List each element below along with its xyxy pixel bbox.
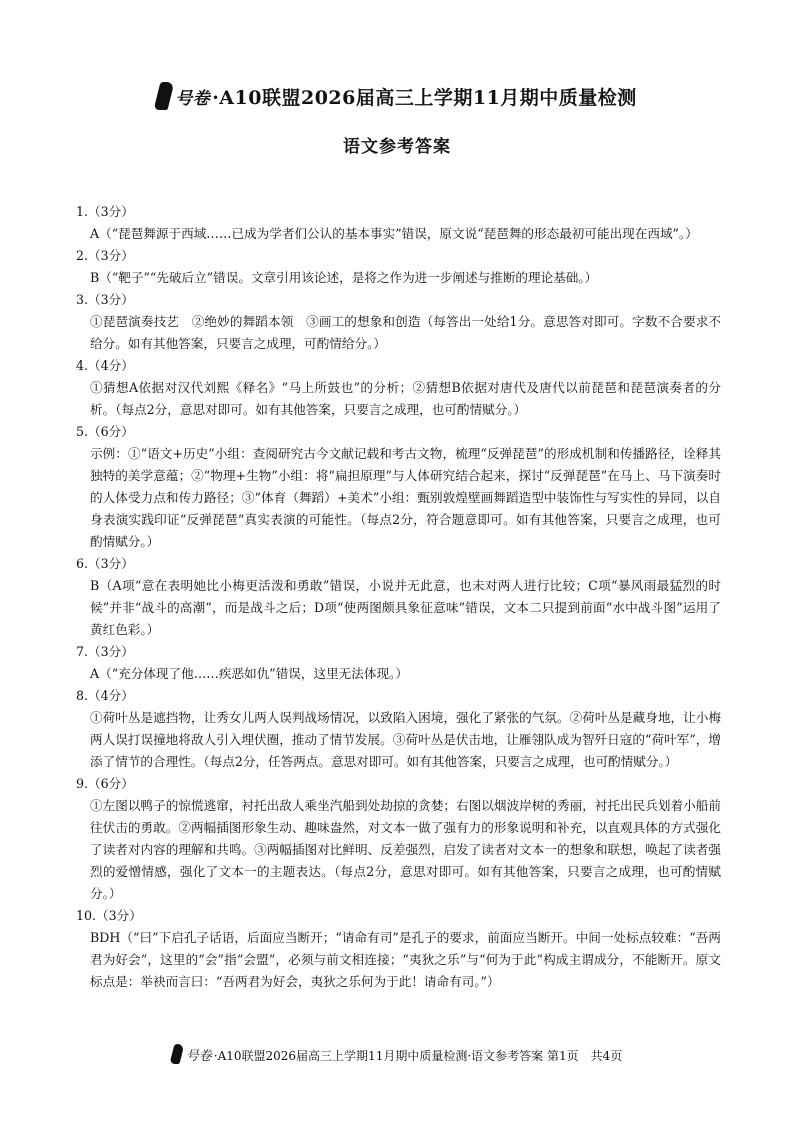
question-number: 4.（4分） — [76, 358, 134, 373]
question-answer: B（“靶子”“先破后立”错误。文章引用该论述，是将之作为进一步阐述与推断的理论基础。） — [90, 270, 598, 285]
question-item — [76, 905, 721, 993]
question-number: 9.（6分） — [76, 776, 134, 791]
question-number: 10.（3分） — [76, 908, 142, 923]
footer-logo-text: 号卷 — [185, 1049, 212, 1064]
logo-text: 号卷 — [175, 89, 211, 109]
page-header — [0, 82, 794, 110]
document-subtitle: 语文参考答案 — [343, 137, 451, 157]
question-number: 1.（3分） — [76, 204, 134, 219]
question-item — [76, 641, 721, 685]
question-answer: B（A项“意在表明她比小梅更活泼和勇敢”错误，小说并无此意，也未对两人进行比较；C项“暴风雨最猛烈的时候”并非“战斗的高潮”，而是战斗之后；D项“使两图颇具象征意味”错误，文本二只提到前面“水中战斗图”运用了黄红色彩。） — [90, 578, 721, 637]
question-answer: ①左图以鸭子的惊慌逃窜，衬托出敌人乘坐汽船到处劫掠的贪婪；右图以烟波岸树的秀丽，衬托出民兵划着小船前往伏击的勇敢。②两幅插图形象生动、趣味盎然，对文本一做了强有力的形象说明和补充，以直观具体的方式强化了读者对内容的理解和共鸣。③两幅插图对比鲜明、反差强烈，启发了读者对文本一的想象和联想，唤起了读者强烈的爱憎情感，强化了文本一的主题表达。（每点2分，意思对即可。如有其他答案，只要言之成理，也可酌情赋分。） — [90, 798, 721, 901]
footer-logo-icon — [169, 1044, 184, 1064]
footer-text: ·A10联盟2026届高三上学期11月期中质量检测·语文参考答案 第1页 共4页 — [213, 1049, 623, 1063]
question-item — [76, 201, 721, 245]
question-answer: BDH（“曰”下启孔子话语，后面应当断开；“请命有司”是孔子的要求，前面应当断开。中间一处标点较难：“吾两君为好会”，这里的“会”指“会盟”，必须与前文相连接；“夷狄之乐”与“何为于此”构成主谓成分，不能断开。原文标点是：举袂而言曰：“吾两君为好会，夷狄之乐何为于此！请命有司。”） — [90, 930, 721, 989]
question-number: 5.（6分） — [76, 424, 134, 439]
question-item — [76, 355, 721, 421]
question-answer: 示例：①“语文+历史”小组：查阅研究古今文献记载和考古文物，梳理“反弹琵琶”的形成机制和传播路径，诠释其独特的美学意蕴；②“物理+生物”小组：将“扁担原理”与人体研究结合起来，探讨“反弹琵琶”在马上、马下演奏时的人体受力点和传力路径；③“体育（舞蹈）+美术”小组：甄别敦煌壁画舞蹈造型中装饰性与写实性的异同，以自身表演实践印证“反弹琵琶”真实表演的可能性。（每点2分，符合题意即可。如有其他答案，只要言之成理，也可酌情赋分。） — [90, 446, 721, 549]
exam-title: ·A10联盟2026届高三上学期11月期中质量检测 — [212, 87, 637, 109]
question-item — [76, 685, 721, 773]
question-item — [76, 245, 721, 289]
question-answer: A（“琵琶舞源于西域……已成为学者们公认的基本事实”错误，原文说“琵琶舞的形态最初可能出现在西域”。） — [90, 226, 698, 241]
question-number: 2.（3分） — [76, 248, 134, 263]
question-answer: ①荷叶丛是遮挡物，让秀女儿两人误判战场情况，以致陷入困境，强化了紧张的气氛。②荷叶丛是藏身地，让小梅两人误打误撞地将敌人引入埋伏圈，推动了情节发展。③荷叶丛是伏击地，让雁翎队成为智歼日寇的“荷叶军”，增添了情节的合理性。（每点2分，任答两点。意思对即可。如有其他答案，只要言之成理，也可酌情赋分。） — [90, 710, 721, 769]
page-footer — [0, 1044, 794, 1064]
question-answer: A（“充分体现了他……疾恶如仇”错误，这里无法体现。） — [90, 666, 408, 681]
question-item — [76, 553, 721, 641]
question-number: 7.（3分） — [76, 644, 134, 659]
logo-brush-icon — [154, 82, 175, 110]
question-number: 6.（3分） — [76, 556, 134, 571]
question-number: 8.（4分） — [76, 688, 134, 703]
question-answer: ①猜想A依据对汉代刘熙《释名》“马上所鼓也”的分析；②猜想B依据对唐代及唐代以前琵琶和琵琶演奏者的分析。（每点2分，意思对即可。如有其他答案，只要言之成理，也可酌情赋分。） — [90, 380, 721, 417]
question-item — [76, 289, 721, 355]
question-item — [76, 421, 721, 553]
answer-list — [76, 201, 721, 993]
question-number: 3.（3分） — [76, 292, 134, 307]
question-item — [76, 773, 721, 905]
question-answer: ①琵琶演奏技艺 ②绝妙的舞蹈本领 ③画工的想象和创造（每答出一处给1分。意思答对即可。字数不合要求不给分。如有其他答案，只要言之成理，可酌情给分。） — [90, 314, 721, 351]
